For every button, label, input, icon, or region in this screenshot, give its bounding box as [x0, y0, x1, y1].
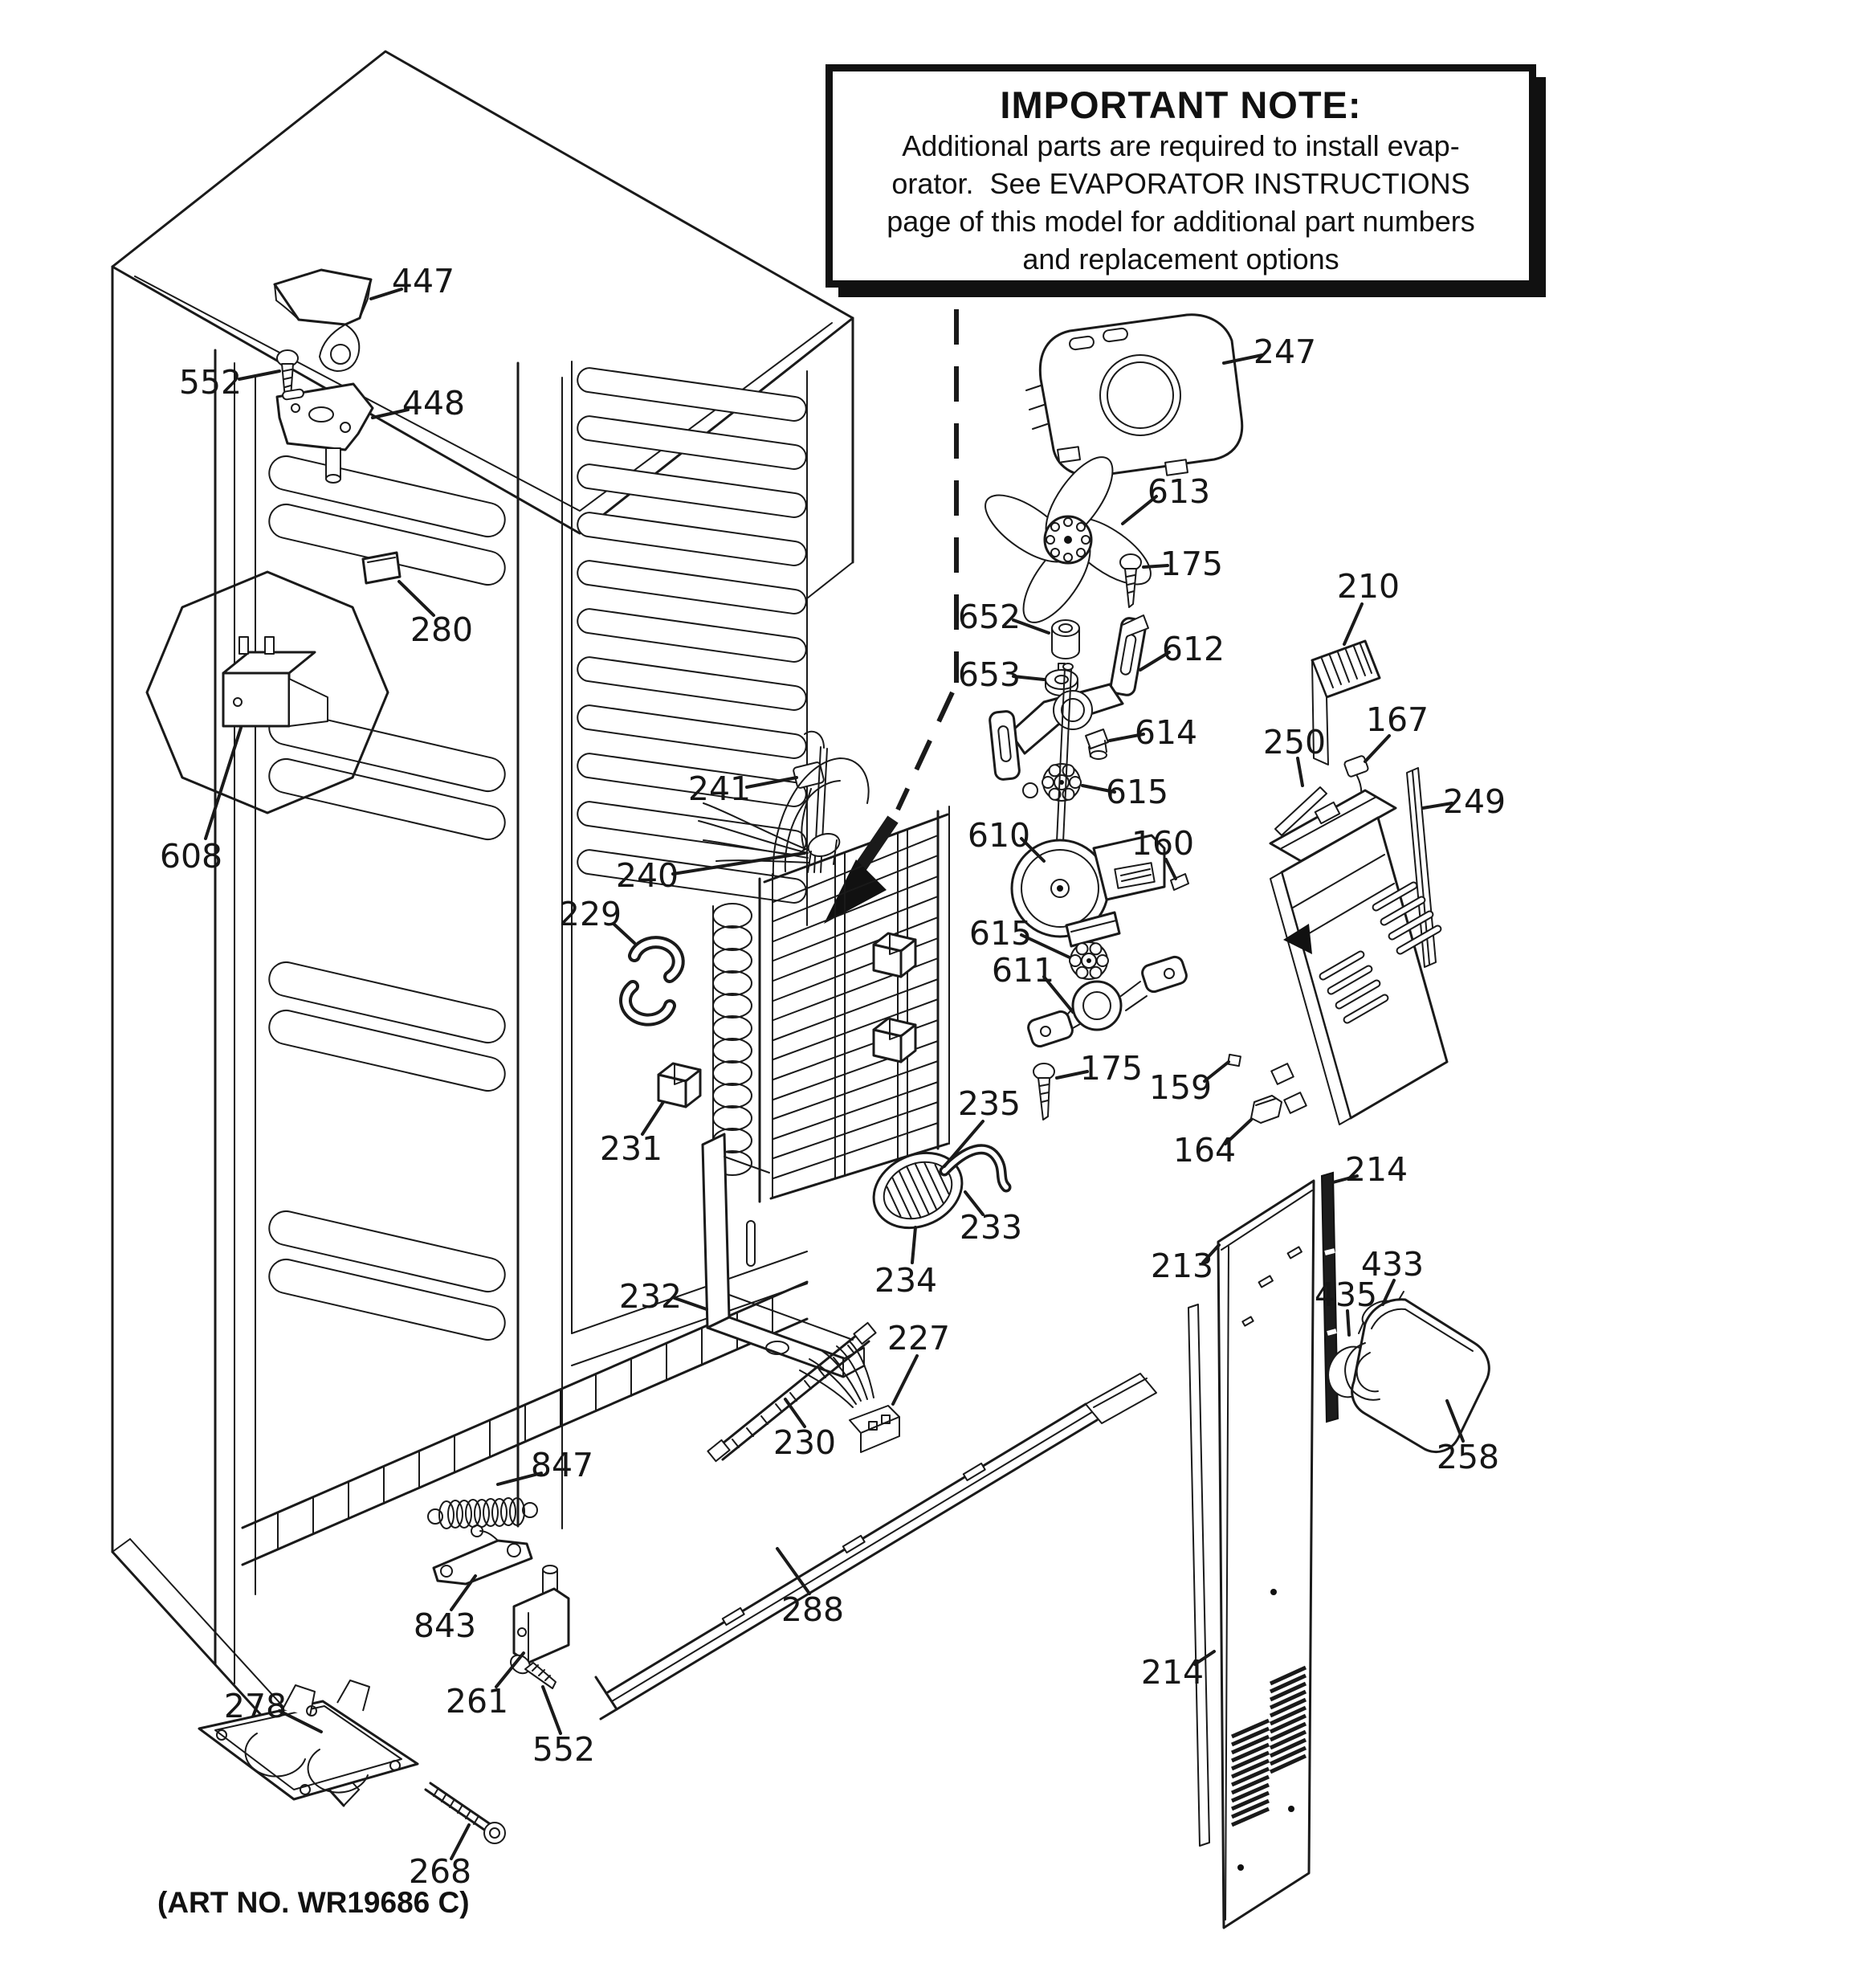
clamp-block-right-lower: [874, 1018, 915, 1062]
part-label-611: 611: [991, 951, 1055, 990]
leader-250: [1298, 758, 1302, 786]
note-line-1: Additional parts are required to install evap-: [902, 129, 1460, 162]
leader-210: [1344, 604, 1362, 644]
part-label-268: 268: [408, 1852, 472, 1891]
part-label-247: 247: [1253, 333, 1317, 371]
part-612-motor-bracket: [989, 615, 1148, 780]
part-label-615-lower: 615: [968, 914, 1033, 953]
part-label-249: 249: [1442, 782, 1506, 821]
part-614-stud: [1086, 729, 1108, 759]
part-label-615-upper: 615: [1105, 773, 1169, 811]
part-label-435: 435: [1314, 1276, 1378, 1314]
part-615-grommet-lower: [1070, 942, 1108, 979]
part-label-288: 288: [781, 1590, 845, 1629]
part-label-229: 229: [558, 895, 622, 933]
part-label-175-lower: 175: [1079, 1049, 1143, 1088]
part-280-clip: [363, 553, 400, 583]
part-231-clamp-block: [658, 1063, 700, 1107]
cabinet-right-step: [807, 562, 853, 598]
note-title: IMPORTANT NOTE:: [1000, 84, 1362, 126]
part-label-613: 613: [1147, 472, 1211, 511]
clamp-block-right-upper: [874, 933, 915, 977]
part-label-227: 227: [887, 1319, 951, 1357]
part-label-240: 240: [615, 856, 679, 895]
part-229-tube-clamp: [626, 942, 679, 1020]
part-label-232: 232: [618, 1277, 683, 1316]
part-label-552-bottom: 552: [532, 1730, 596, 1769]
leader-230: [785, 1399, 805, 1427]
part-847-spring: [428, 1498, 537, 1529]
part-label-614: 614: [1134, 713, 1198, 752]
part-247-fan-cover: [1026, 315, 1242, 476]
part-label-214-top: 214: [1344, 1150, 1408, 1189]
part-843-lever: [434, 1525, 532, 1584]
part-label-843: 843: [413, 1606, 477, 1645]
part-label-159: 159: [1148, 1068, 1213, 1107]
part-label-233: 233: [959, 1208, 1023, 1247]
part-label-230: 230: [773, 1423, 837, 1462]
part-615-grommet-upper: [1042, 764, 1081, 801]
part-label-250: 250: [1262, 723, 1327, 761]
dashed-reference-line: [824, 309, 956, 924]
part-label-213: 213: [1150, 1247, 1214, 1285]
part-608-light-switch: [147, 572, 388, 813]
part-label-447: 447: [391, 262, 455, 300]
part-label-235: 235: [957, 1084, 1021, 1123]
part-label-448: 448: [402, 384, 466, 423]
part-164-clip: [1251, 1096, 1282, 1123]
part-label-261: 261: [445, 1682, 509, 1721]
part-label-210: 210: [1336, 567, 1400, 606]
part-label-652: 652: [957, 598, 1021, 636]
freezer-cabinet: [112, 51, 853, 1806]
part-label-552-top: 552: [178, 363, 243, 402]
leader-435: [1347, 1311, 1349, 1335]
part-label-231: 231: [599, 1129, 663, 1168]
note-line-4: and replacement options: [1022, 243, 1339, 276]
part-label-214-bottom: 214: [1140, 1653, 1205, 1692]
part-label-280: 280: [410, 610, 474, 649]
part-175-screw-lower: [1033, 1063, 1054, 1120]
part-label-167: 167: [1365, 700, 1429, 739]
part-label-234: 234: [874, 1261, 938, 1300]
part-label-241: 241: [687, 769, 752, 808]
part-label-610: 610: [967, 816, 1031, 855]
part-label-175-upper: 175: [1160, 545, 1224, 583]
leader-167: [1365, 736, 1389, 761]
cabinet-bottom: [112, 1251, 807, 1806]
leader-608: [206, 728, 241, 839]
part-label-653: 653: [957, 655, 1021, 694]
part-label-278: 278: [223, 1687, 287, 1725]
part-label-258: 258: [1436, 1438, 1500, 1476]
part-label-164: 164: [1172, 1131, 1237, 1170]
part-label-160: 160: [1131, 824, 1195, 863]
part-261-hinge-bracket-bottom: [514, 1565, 569, 1663]
part-159-spacer: [1228, 1055, 1241, 1066]
small-washer: [1023, 783, 1037, 798]
leader-234: [912, 1227, 915, 1263]
note-line-3: page of this model for additional part numbers: [887, 205, 1475, 238]
leader-552b: [543, 1687, 561, 1733]
part-label-608: 608: [159, 837, 223, 876]
leader-227: [893, 1356, 917, 1404]
note-line-2: orator. See EVAPORATOR INSTRUCTIONS: [891, 167, 1470, 200]
art-number: (ART NO. WR19686 C): [157, 1886, 470, 1919]
part-label-612: 612: [1161, 630, 1225, 668]
part-232-drain-pan: [703, 1134, 864, 1377]
important-note-box: [826, 64, 1536, 288]
cabinet-top-back-edges: [112, 51, 853, 318]
part-label-433: 433: [1360, 1245, 1425, 1284]
part-213-back-panel: [1218, 1181, 1314, 1928]
leader-552a: [239, 371, 279, 379]
part-652-bushing: [1052, 620, 1079, 659]
part-label-847: 847: [530, 1446, 594, 1484]
part-214-trim-left: [1188, 1304, 1209, 1846]
